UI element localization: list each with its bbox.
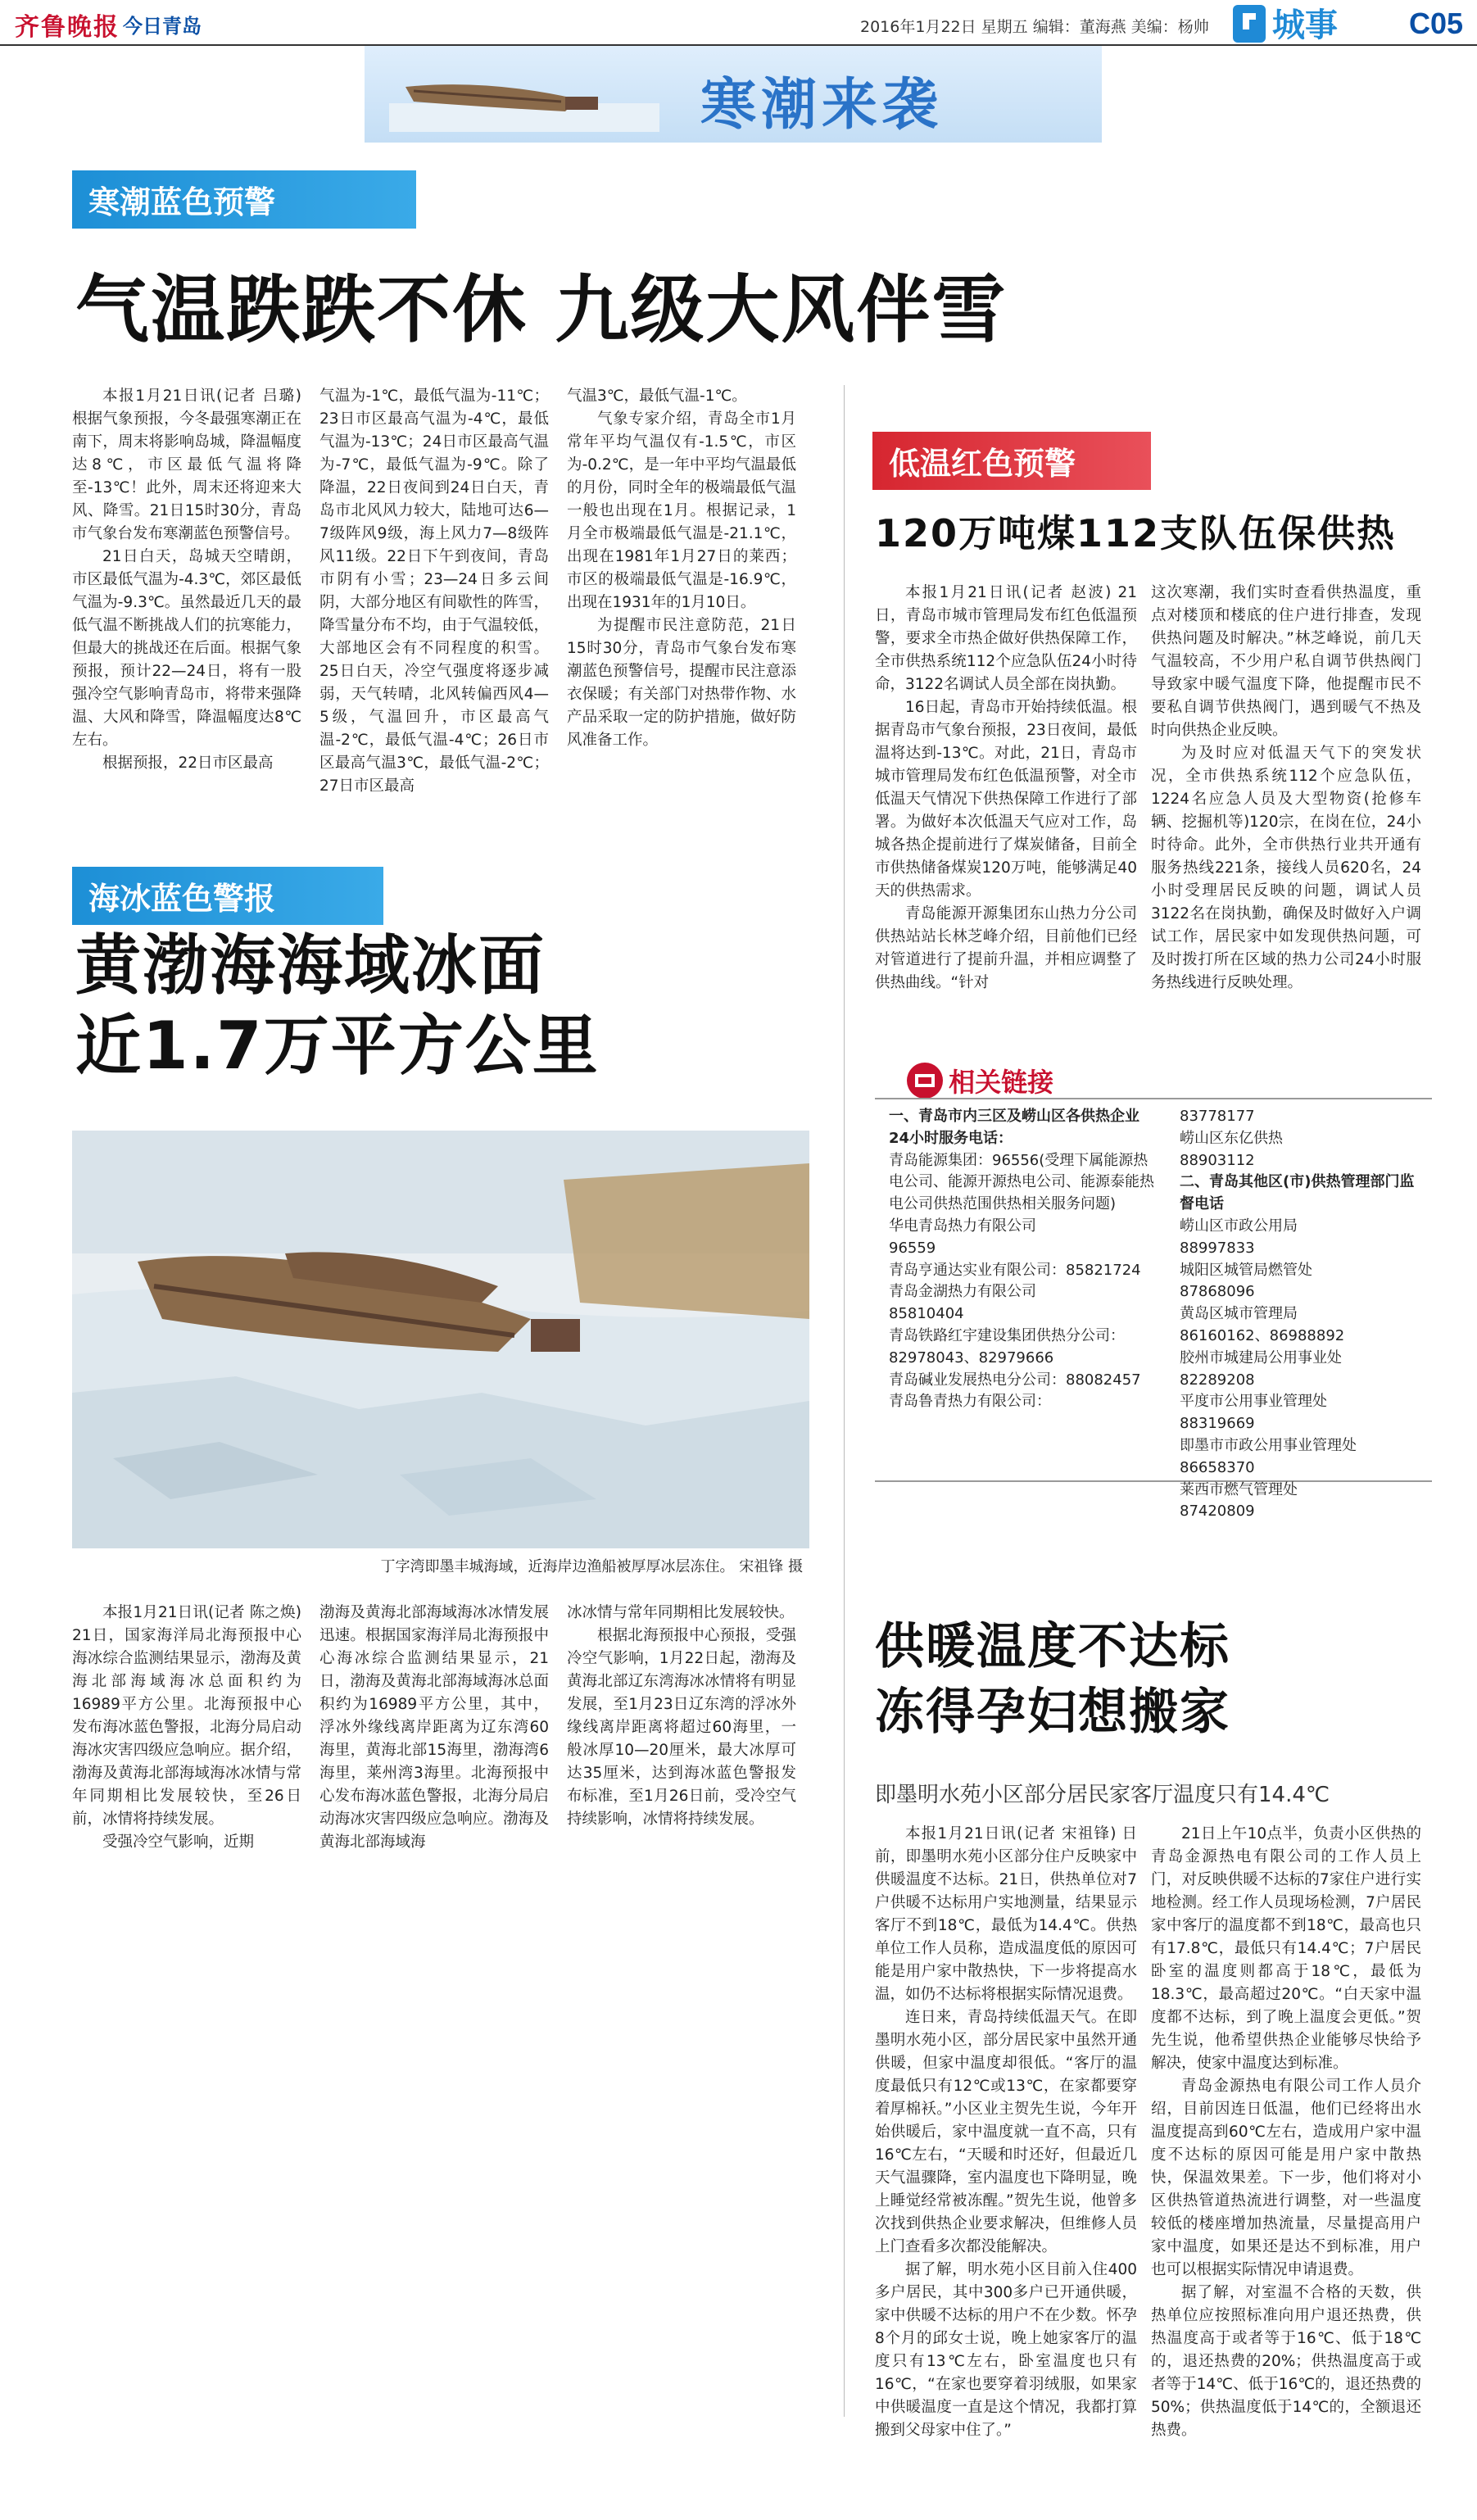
story2-col1: [72, 1602, 301, 1854]
story4-headline-line2: 冻得孕妇想搬家: [875, 1684, 1230, 1741]
story2-headline-line2: 近1.7万平方公里: [75, 1008, 600, 1084]
related-item: 二、青岛其他区(市)供热管理部门监督电话: [1180, 1173, 1415, 1213]
story1-headline: 气温跌跌不休 九级大风伴雪: [75, 267, 1008, 353]
story2-col3: [567, 1602, 796, 1831]
related-item: 城阳区城管局燃管处: [1180, 1261, 1312, 1279]
story1-col3-p: 气象专家介绍，青岛全市1月常年平均气温仅有-1.5℃，市区为-0.2℃，是一年中平均气温最低的月份，同时全年的极端最低气温一般也出现在1月。根据记录，1月全市极端最低气温是-21.1℃，出现在1981年1月27日的莱西；市区的极端最低气温是-16.9℃，出现在1931年的1月10日。: [567, 410, 796, 611]
related-item: 88903112: [1180, 1151, 1255, 1169]
column-divider: [844, 385, 845, 2417]
related-item: 一、青岛市内三区及崂山区各供热企业24小时服务电话：: [889, 1108, 1139, 1147]
story1-col1: [72, 385, 301, 775]
banner-boat-image: [389, 54, 659, 132]
story4-col2: [1151, 1823, 1421, 2442]
related-item: 青岛铁路红宇建设集团供热分公司：82978043、82979666: [889, 1326, 1125, 1367]
topic-banner: [365, 46, 1102, 143]
story4-headline-line1: 供暖温度不达标: [875, 1618, 1230, 1675]
story3-col1-p: 青岛能源开源集团东山热力分公司供热站站长林芝峰介绍，目前他们已经对管道进行了提前升温，并相应调整了供热曲线。“针对: [875, 905, 1137, 991]
related-item: 黄岛区城市管理局: [1180, 1305, 1298, 1323]
related-item: 即墨市市政公用事业管理处86658370: [1180, 1436, 1357, 1476]
story1-col3-p: 为提醒市民注意防范，21日15时30分，青岛市气象台发布寒潮蓝色预警信号，提醒市民注意添衣保暖；有关部门对热带作物、水产品采取一定的防护措施，做好防风准备工作。: [567, 617, 796, 749]
story3-col1: [875, 582, 1137, 995]
related-item: 平度市公用事业管理处: [1180, 1393, 1327, 1411]
related-item: 87868096: [1180, 1283, 1255, 1301]
story4-col1-p: 连日来，青岛持续低温天气。在即墨明水苑小区，部分居民家中虽然开通供暖，但家中温度却很低。“客厅的温度最低只有12℃或13℃，在家都要穿着厚棉袄。”小区业主贺先生说，今年开始供暖后，家中温度就一直不高，只有16℃左右，“天暖和时还好，但最近几天气温骤降，室内温度也下降明显，晚上睡觉经常被冻醒。”贺先生说，他曾多次找到供热企业要求解决，但维修人员上门查看多次都没能解决。: [875, 2009, 1137, 2255]
link-icon: [905, 1061, 945, 1100]
story2-col2-p: 渤海及黄海北部海域海冰冰情发展迅速。根据国家海洋局北海预报中心海冰综合监测结果显示，21日，渤海及黄海北部海域海冰总面积约为16989平方公里，其中，浮冰外缘线离岸距离为辽东湾60海里，黄海北部15海里，渤海湾6海里，莱州湾3海里。北海预报中心发布海冰蓝色警报，北海分局启动海冰灾害四级应急响应。渤海及黄海北部海域海: [319, 1604, 549, 1851]
story3-col2-p: 这次寒潮，我们实时查看供热温度，重点对楼顶和楼底的住户进行排查，发现供热问题及时解决。”林芝峰说，前几天气温较高，不少用户私自调节供热阀门导致家中暖气温度下降，他提醒市民不要私自调节供热阀门，遇到暖气不热及时向供热企业反映。: [1151, 584, 1421, 739]
story1-col2-p: 气温为-1℃，最低气温为-11℃；23日市区最高气温为-4℃，最低气温为-13℃；24日市区最高气温为-7℃，最低气温为-9℃。除了降温，22日夜间到24日白天，青岛市北风风力较大，陆地可达6—7级阵风9级，海上风力7—8级阵风11级。22日下午到夜间，青岛市阴有小雪；23—24日多云间阴，大部分地区有间歇性的阵雪，降雪量分布不均，由于气温较低，大部地区会有不同程度的积雪。25日白天，冷空气强度将逐步减弱，天气转晴，北风转偏西风4—5级，气温回升，市区最高气温-2℃，最低气温-4℃；26日市区最高气温3℃，最低气温-2℃；27日市区最高: [319, 388, 549, 795]
related-item: 胶州市城建局公用事业处: [1180, 1348, 1342, 1367]
story3-col2: [1151, 582, 1421, 995]
story4-subhead: 即墨明水苑小区部分居民家客厅温度只有14.4℃: [875, 1783, 1330, 1807]
related-item: 83778177: [1180, 1108, 1255, 1125]
related-item: 86160162、86988892: [1180, 1326, 1345, 1344]
related-item: 青岛能源集团：96556(受理下属能源热电公司、能源开源热电公司、能源泰能热电公司供热范围供热相关服务问题): [889, 1151, 1154, 1213]
date-info: 2016年1月22日 星期五 编辑：董海燕 美编：杨帅: [860, 18, 1209, 36]
related-item: 96559: [889, 1239, 936, 1257]
related-item: 88997833: [1180, 1239, 1255, 1257]
story2-headline-line1: 黄渤海海域冰面: [75, 927, 546, 1004]
story4-col1-p: 本报1月21日讯(记者 宋祖锋) 日前，即墨明水苑小区部分住户反映家中供暖温度不达标。21日，供热单位对7户供暖不达标用户实地测量，结果显示客厅不到18℃，最低为14.4℃。供热单位工作人员称，造成温度低的原因可能是用户家中散热快，下一步将提高水温，如仍不达标将根据实际情况退费。: [875, 1825, 1137, 2003]
page-number: C05: [1409, 7, 1464, 40]
story3-tag: 低温红色预警: [872, 432, 1151, 490]
story2-photo: [72, 1131, 809, 1548]
related-links-label: 相关链接: [949, 1067, 1054, 1098]
related-item: 青岛亨通达实业有限公司：85821724: [889, 1261, 1141, 1279]
story2-col2: [319, 1602, 549, 1854]
story2-col3-p: 冰冰情与常年同期相比发展较快。: [567, 1604, 795, 1621]
related-item: 华电青岛热力有限公司: [889, 1217, 1036, 1235]
edition-label: 今日青岛: [123, 15, 202, 38]
story2-col1-p: 本报1月21日讯(记者 陈之焕) 21日，国家海洋局北海预报中心海冰综合监测结果显示，渤海及黄海北部海域海冰总面积约为16989平方公里。北海预报中心发布海冰蓝色警报，北海分局启动海冰灾害四级应急响应。据介绍，渤海及黄海北部海域海冰冰情与常年同期相比发展较快，至26日前，冰情将持续发展。: [72, 1604, 301, 1828]
story2-col1-p: 受强冷空气影响，近期: [102, 1833, 255, 1851]
story4-col2-p: 21日上午10点半，负责小区供热的青岛金源热电有限公司的工作人员上门，对反映供暖不达标的7家住户进行实地检测。经工作人员现场检测，7户居民家中客厅的温度都不到18℃，最高也只有17.8℃，最低只有14.4℃；7户居民卧室的温度则都高于18℃，最低为18.3℃，最高超过20℃。“白天家中温度都不达标，到了晚上温度会更低。”贺先生说，他希望供热企业能够尽快给予解决，使家中温度达到标准。: [1151, 1825, 1421, 2072]
masthead-logo: 齐鲁晚报: [15, 13, 120, 42]
section-badge: [1233, 0, 1397, 49]
story3-col2-p: 为及时应对低温天气下的突发状况，全市供热系统112个应急队伍，1224名应急人员及大型物资(抢修车辆、挖掘机等)120宗，在岗在位，24小时待命。此外，全市供热行业共开通有服务热线221条，接线人员620名，24小时受理居民反映的问题，调试人员3122名在岗执勤，确保及时做好入户调试工作，居民家中如发现供热问题，可及时拨打所在区域的热力公司24小时服务热线进行反映处理。: [1151, 745, 1421, 991]
story1-col3: [567, 385, 796, 752]
related-col2: [1180, 1106, 1425, 1523]
story2-headline: [75, 926, 600, 1086]
story4-col2-p: 据了解，对室温不合格的天数，供热单位应按照标准向用户退还热费，供热温度高于或者等于16℃、低于18℃的，退还热费的20%；供热温度高于或者等于14℃、低于16℃的，退还热费的50%；供热温度低于14℃的，全额退还热费。: [1151, 2284, 1421, 2439]
story1-col1-p: 本报1月21日讯(记者 吕璐) 根据气象预报，今冬最强寒潮正在南下，周末将影响岛城，降温幅度达8℃，市区最低气温将降至-13℃！此外，周末还将迎来大风、降雪。21日15时30分，青岛市气象台发布寒潮蓝色预警信号。: [72, 388, 301, 542]
related-item: 87420809: [1180, 1502, 1255, 1521]
story1-col2: [319, 385, 549, 798]
related-item: 82289208: [1180, 1371, 1255, 1389]
story4-col2-p: 青岛金源热电有限公司工作人员介绍，目前因连日低温，他们已经将出水温度提高到60℃左右，造成用户家中温度不达标的原因可能是用户家中散热快，保温效果差。下一步，他们将对小区供热管道热流进行调整，对一些温度较低的楼座增加热流量，尽量提高用户家中温度，如果还是达不到标准，用户也可以根据实际情况申请退费。: [1151, 2078, 1421, 2278]
story1-tag: 寒潮蓝色预警: [72, 170, 416, 229]
story4-col1: [875, 1823, 1137, 2442]
story4-headline: [875, 1614, 1230, 1745]
related-item: 崂山区市政公用局: [1180, 1217, 1298, 1235]
related-item: 85810404: [889, 1305, 964, 1323]
story1-col1-p: 根据预报，22日市区最高: [102, 755, 274, 772]
related-item: 青岛金湖热力有限公司: [889, 1283, 1036, 1301]
story2-tag: 海冰蓝色警报: [72, 867, 383, 925]
story1-col3-p: 气温3℃，最低气温-1℃。: [567, 388, 747, 405]
related-col1: [889, 1106, 1159, 1413]
story3-col1-p: 16日起，青岛市开始持续低温。根据青岛市气象台预报，23日夜间，最低温将达到-13℃。对此，21日，青岛市城市管理局发布红色低温预警，对全市低温天气情况下供热保障工作进行了部署。为做好本次低温天气应对工作，岛城各热企提前进行了煤炭储备，目前全市供热储备煤炭120万吨，能够满足40天的供热需求。: [875, 699, 1137, 900]
banner-title: 寒潮来袭: [700, 73, 944, 138]
section-title: 城事: [1272, 7, 1338, 44]
related-item: 青岛鲁青热力有限公司：: [889, 1393, 1051, 1411]
story3-headline: 120万吨煤112支队伍保供热: [875, 511, 1397, 555]
story2-photo-caption: 丁字湾即墨丰城海域，近海岸边渔船被厚厚冰层冻住。 宋祖锋 摄: [380, 1558, 803, 1575]
related-item: 88319669: [1180, 1415, 1255, 1433]
related-item: 青岛碱业发展热电分公司：88082457: [889, 1371, 1141, 1389]
related-item: 崂山区东亿供热: [1180, 1129, 1283, 1147]
story4-col1-p: 据了解，明水苑小区目前入住400多户居民，其中300多户已开通供暖，家中供暖不达标的用户不在少数。怀孕8个月的邱女士说，晚上她家客厅的温度只有13℃左右，卧室温度也只有16℃，“在家也要穿着羽绒服，如果家中供暖温度一直是这个情况，我都打算搬到父母家中住了。”: [875, 2261, 1137, 2439]
related-item: 莱西市燃气管理处: [1180, 1480, 1298, 1498]
story3-col1-p: 本报1月21日讯(记者 赵波) 21日，青岛市城市管理局发布红色低温预警，要求全市热企做好供热保障工作，全市供热系统112个应急队伍24小时待命，3122名调试人员全部在岗执勤。: [875, 584, 1137, 693]
story2-col3-p: 根据北海预报中心预报，受强冷空气影响，1月22日起，渤海及黄海北部辽东湾海冰冰情将有明显发展，至1月23日辽东湾的浮冰外缘线离岸距离将超过60海里，一般冰厚10—20厘米，最大冰厚可达35厘米，达到海冰蓝色警报发布标准，至1月26日前，受冷空气持续影响，冰情将持续发展。: [567, 1627, 796, 1828]
related-links-header: [905, 1061, 1053, 1100]
story1-col1-p: 21日白天，岛城天空晴朗，市区最低气温为-4.3℃，郊区最低气温为-9.3℃。虽然最近几天的最低气温不断挑战人们的抗寒能力，但最大的挑战还在后面。根据气象预报，预计22—24日，将有一股强冷空气影响青岛市，将带来强降温、大风和降雪，降温幅度达8℃左右。: [72, 548, 301, 749]
